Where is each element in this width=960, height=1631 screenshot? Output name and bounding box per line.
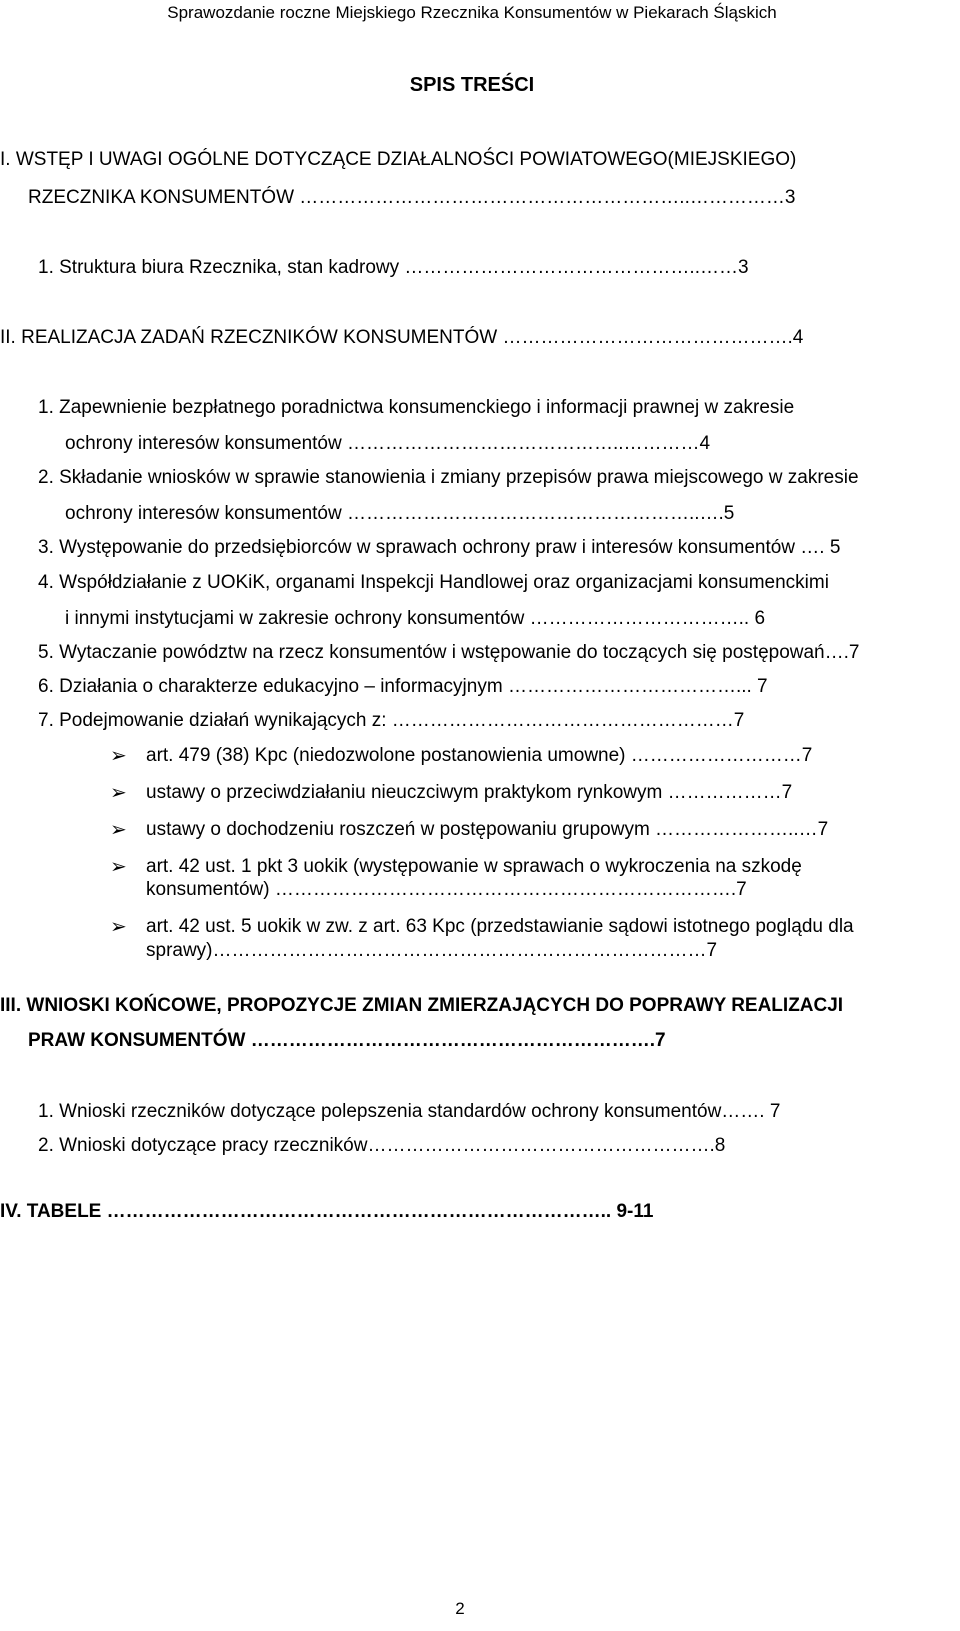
page-number: 2: [455, 1599, 465, 1618]
toc-bullet-2: ustawy o przeciwdziałaniu nieuczciwym praktykom rynkowym ………………7: [146, 782, 793, 803]
toc-section-1-line2: RZECZNIKA KONSUMENTÓW ……………………………………………………..……………3: [28, 187, 796, 208]
document-header: Sprawozdanie roczne Miejskiego Rzecznika Konsumentów w Piekarach Śląskich: [167, 3, 777, 22]
toc-section-2: II. REALIZACJA ZADAŃ RZECZNIKÓW KONSUMENTÓW ……………………………………….4: [0, 327, 804, 348]
arrow-bullet-icon: ➢: [110, 916, 127, 938]
toc-section-3-line1: III. WNIOSKI KOŃCOWE, PROPOZYCJE ZMIAN ZMIERZAJĄCYCH DO POPRAWY REALIZACJI: [0, 995, 844, 1016]
arrow-bullet-icon: ➢: [110, 819, 127, 841]
toc-item-2-7: 7. Podejmowanie działań wynikających z: ………………………………………………7: [38, 710, 745, 731]
toc-item-2-1-line1: 1. Zapewnienie bezpłatnego poradnictwa konsumenckiego i informacji prawnej w zakresie: [38, 397, 795, 418]
arrow-bullet-icon: ➢: [110, 856, 127, 878]
toc-bullet-4-line1: art. 42 ust. 1 pkt 3 uokik (występowanie w sprawach o wykroczenia na szkodę: [146, 856, 802, 877]
toc-item-2-4-line1: 4. Współdziałanie z UOKiK, organami Inspekcji Handlowej oraz organizacjami konsumenckimi: [38, 572, 829, 593]
toc-item-2-6: 6. Działania o charakterze edukacyjno – informacyjnym ………………………………... 7: [38, 676, 768, 697]
toc-bullet-5-line1: art. 42 ust. 5 uokik w zw. z art. 63 Kpc (przedstawianie sądowi istotnego poglądu dla: [146, 916, 854, 937]
toc-bullet-3: ustawy o dochodzeniu roszczeń w postępowaniu grupowym …………………..…7: [146, 819, 829, 840]
toc-item-2-4-line2: i innymi instytucjami w zakresie ochrony konsumentów …………………………….. 6: [65, 608, 766, 629]
toc-item-2-2-line1: 2. Składanie wniosków w sprawie stanowienia i zmiany przepisów prawa miejscowego w zakresie: [38, 467, 859, 488]
arrow-bullet-icon: ➢: [110, 782, 127, 804]
arrow-bullet-icon: ➢: [110, 745, 127, 767]
toc-bullet-5-line2: sprawy)……………………………………………………………………7: [146, 940, 718, 961]
toc-section-4: IV. TABELE …………………………………………………………………….. 9-11: [0, 1201, 654, 1222]
toc-item-2-5: 5. Wytaczanie powództw na rzecz konsumentów i wstępowanie do toczących się postępowań….7: [38, 642, 860, 663]
toc-section-1-line1: I. WSTĘP I UWAGI OGÓLNE DOTYCZĄCE DZIAŁALNOŚCI POWIATOWEGO(MIEJSKIEGO): [0, 149, 797, 170]
toc-item-3-2: 2. Wnioski dotyczące pracy rzeczników……………………………………………….8: [38, 1135, 726, 1156]
toc-item-2-1-line2: ochrony interesów konsumentów ……………………………………..…………4: [65, 433, 711, 454]
page-title: SPIS TREŚCI: [409, 74, 535, 96]
toc-item-1-1: 1. Struktura biura Rzecznika, stan kadrowy ………………………………………..……3: [38, 257, 749, 278]
toc-item-3-1: 1. Wnioski rzeczników dotyczące polepszenia standardów ochrony konsumentów……. 7: [38, 1101, 781, 1122]
toc-bullet-1: art. 479 (38) Kpc (niedozwolone postanowienia umowne) ………………………7: [146, 745, 813, 766]
toc-item-2-3: 3. Występowanie do przedsiębiorców w sprawach ochrony praw i interesów konsumentów …. 5: [38, 537, 841, 558]
toc-bullet-4-line2: konsumentów) ……………………………………………………………….7: [146, 879, 747, 900]
toc-section-3-line2: PRAW KONSUMENTÓW ……………………………………………………….7: [28, 1030, 666, 1051]
toc-item-2-2-line2: ochrony interesów konsumentów ………………………………………………..….5: [65, 503, 735, 524]
